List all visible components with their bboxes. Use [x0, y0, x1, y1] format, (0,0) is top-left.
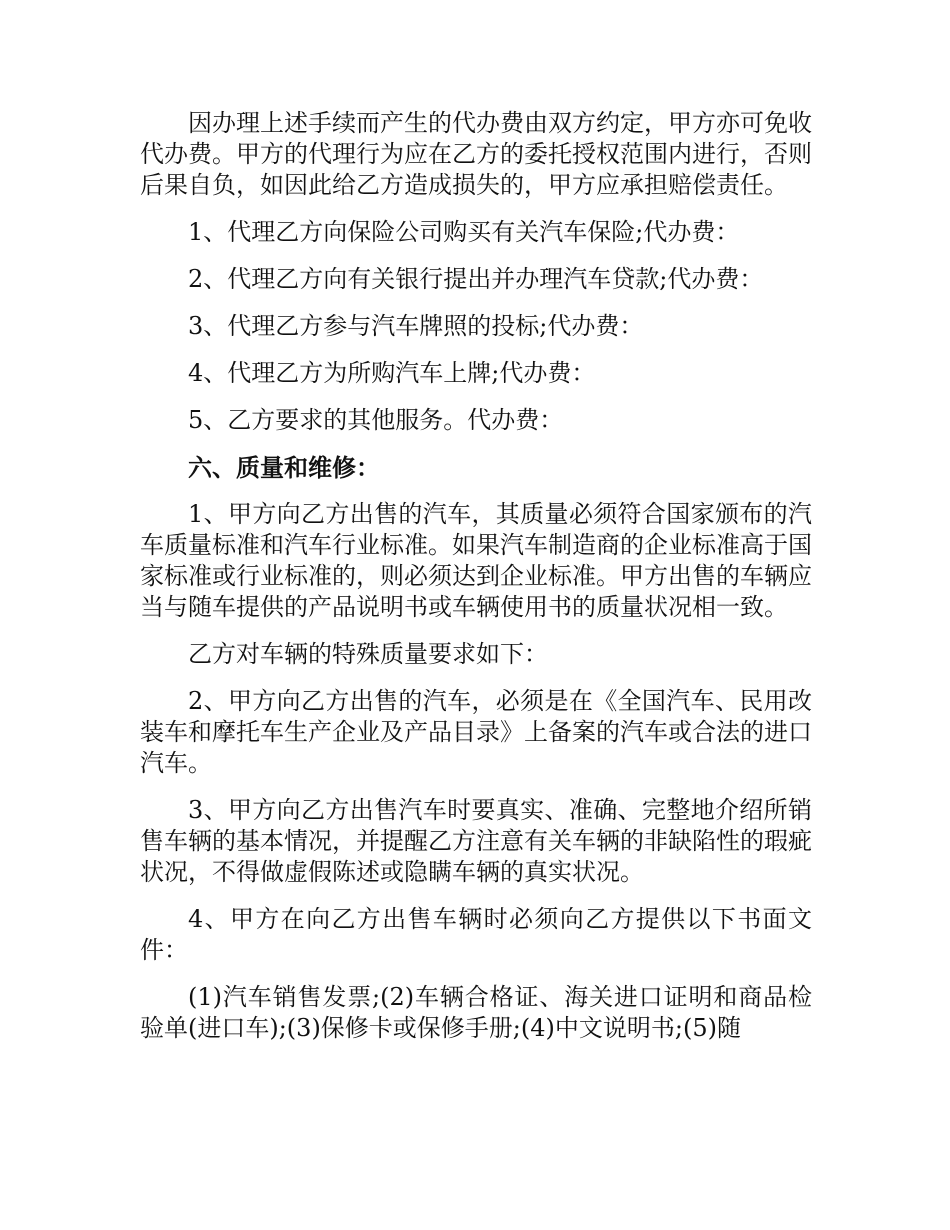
agency-item-3: 3、代理乙方参与汽车牌照的投标;代办费： — [188, 312, 644, 340]
document-page — [140, 108, 812, 1060]
agency-item-1: 1、代理乙方向保险公司购买有关汽车保险;代办费： — [188, 218, 740, 246]
agency-item-5: 5、乙方要求的其他服务。代办费： — [188, 406, 564, 434]
agency-item-4: 4、代理乙方为所购汽车上牌;代办费： — [188, 359, 596, 387]
quality-paragraph-1: 1、甲方向乙方出售的汽车，其质量必须符合国家颁布的汽车质量标准和汽车行业标准。如果汽车制造商的企业标准高于国家标准或行业标准的，则必须达到企业标准。甲方出售的车辆应当与随车提供的产品说明书或车辆使用书的质量状况相一致。 — [140, 500, 812, 621]
quality-paragraph-3: 3、甲方向乙方出售汽车时要真实、准确、完整地介绍所销售车辆的基本情况，并提醒乙方注意有关车辆的非缺陷性的瑕疵状况，不得做虚假陈述或隐瞒车辆的真实状况。 — [140, 796, 812, 886]
quality-paragraph-4: 4、甲方在向乙方出售车辆时必须向乙方提供以下书面文件： — [140, 905, 812, 964]
quality-documents-list: (1)汽车销售发票;(2)车辆合格证、海关进口证明和商品检验单(进口车);(3)保修卡或保修手册;(4)中文说明书;(5)随 — [140, 983, 812, 1042]
agency-item-2: 2、代理乙方向有关银行提出并办理汽车贷款;代办费： — [188, 265, 764, 293]
quality-special-requirements: 乙方对车辆的特殊质量要求如下： — [188, 640, 548, 668]
quality-paragraph-2: 2、甲方向乙方出售的汽车，必须是在《全国汽车、民用改装车和摩托车生产企业及产品目录》上备案的汽车或合法的进口汽车。 — [140, 687, 812, 777]
intro-paragraph: 因办理上述手续而产生的代办费由双方约定，甲方亦可免收代办费。甲方的代理行为应在乙方的委托授权范围内进行，否则后果自负，如因此给乙方造成损失的，甲方应承担赔偿责任。 — [140, 109, 812, 199]
section-heading-quality: 六、质量和维修： — [188, 453, 380, 482]
